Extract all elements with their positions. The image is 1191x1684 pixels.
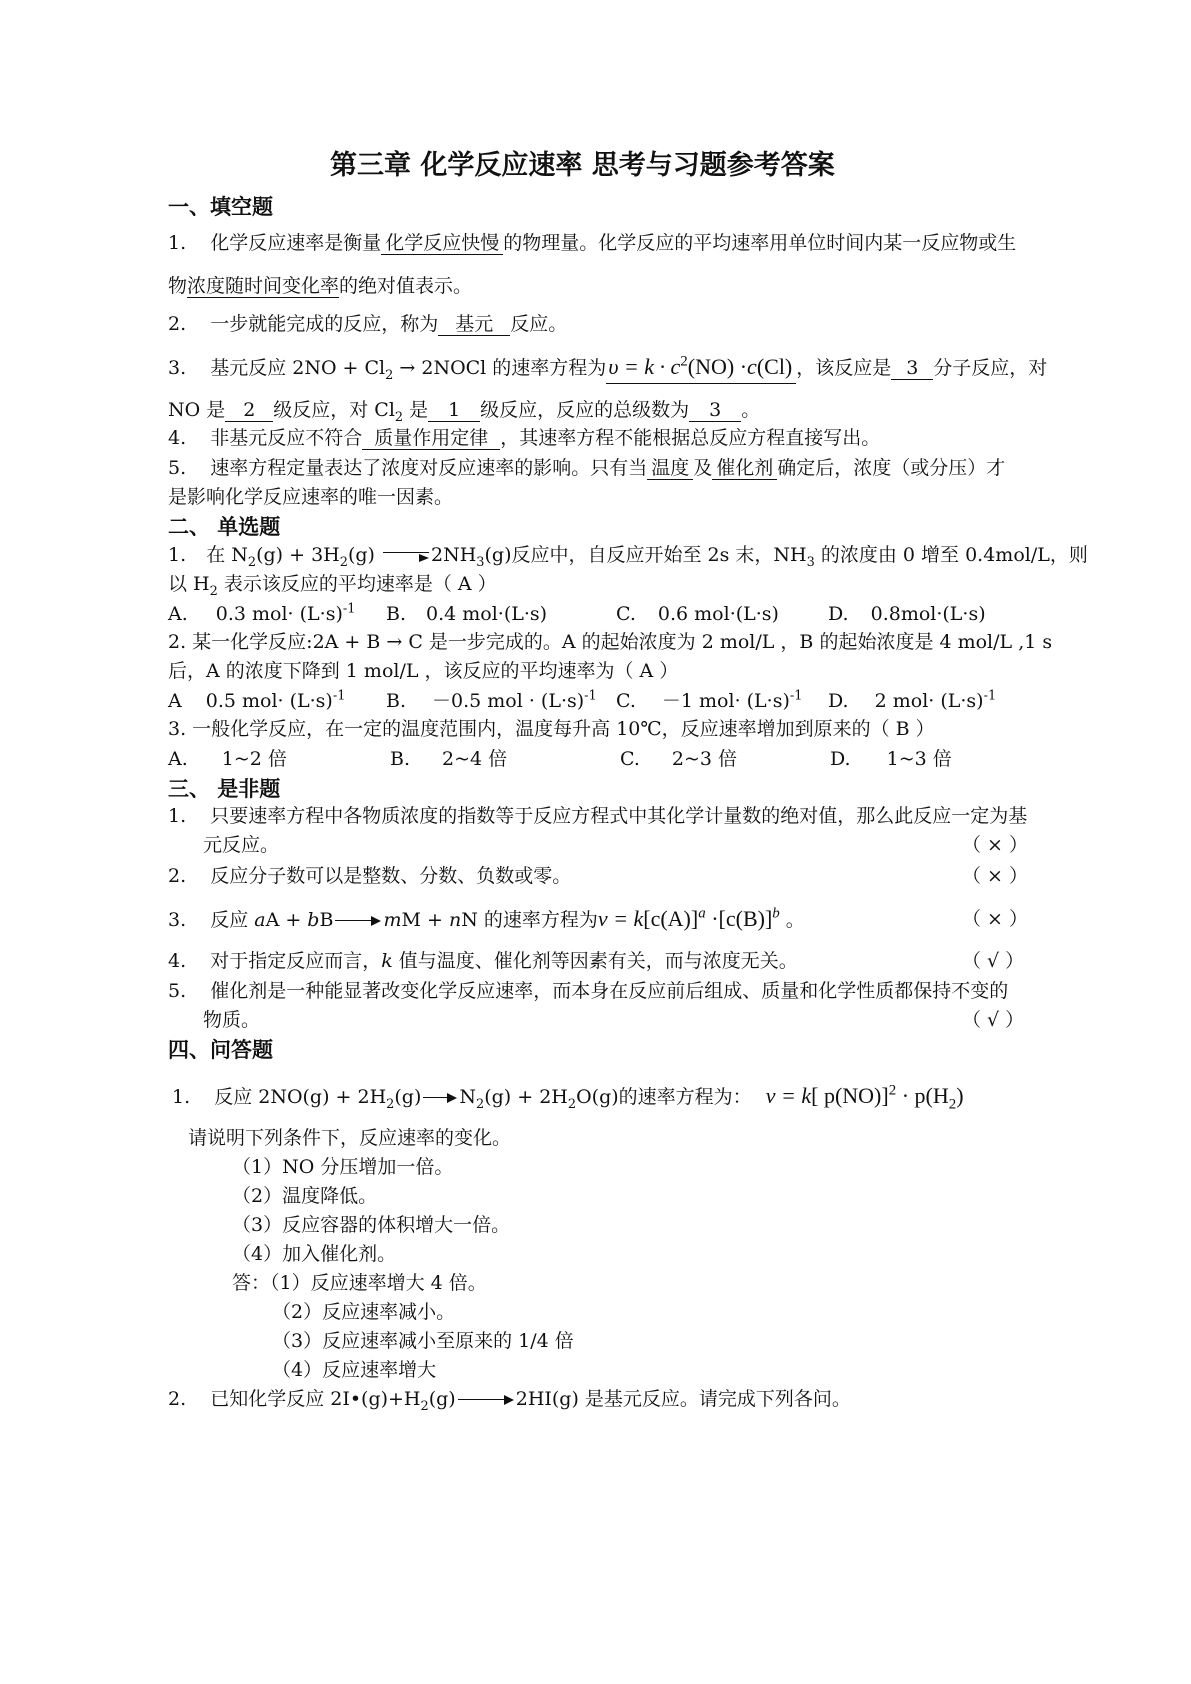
- qa-q2: 2. 已知化学反应 $2I•(g)+H_2(g)$ 2HI(g) 是基元反应。请完成下列各问。: [168, 1388, 851, 1414]
- rate-equation: v = k[ $p(NO)]^2 \cdot p(H_2)$: [765, 1082, 964, 1113]
- mc-q1-line1: 1. 在 $N_2(g) + 3H_2(g)$ $2NH_3(g)$反应中，自反应开始至 2s 末，$NH_3$ 的浓度由 0 增至 0.4mol/L，则: [168, 544, 1088, 570]
- rate-equation: $v = k[c(A)]^a \cdot[c(B)]^b$: [597, 905, 780, 931]
- tf-q3-mark: （ × ）: [962, 908, 1028, 930]
- blank-answer: 温度: [647, 459, 693, 480]
- blank-answer: 浓度随时间变化率: [187, 275, 340, 297]
- section-heading-multiple-choice: 二、 单选题: [168, 515, 281, 539]
- option-a: A 0.5 $mol\cdot (L\cdot s)^{-1}$: [168, 688, 346, 712]
- mc-q2-line2: 后，A 的浓度下降到 1 mol/L ，该反应的平均速率为（ A ）: [168, 660, 679, 682]
- tf-q4: 4. 对于指定反应而言，k 值与温度、催化剂等因素有关，而与浓度无关。: [168, 950, 798, 972]
- rate-equation: $\upsilon = k \cdot c^2(NO) \cdot c(Cl)$: [606, 354, 796, 384]
- tf-q2: 2. 反应分子数可以是整数、分数、负数或零。: [168, 865, 572, 887]
- option-d: D. 2 $mol\cdot (L\cdot s)^{-1}$: [828, 688, 997, 712]
- qa-q1-intro: 请说明下列条件下，反应速率的变化。: [188, 1127, 512, 1149]
- option-b: B. 2~4 倍: [390, 748, 508, 770]
- blank-answer: 3: [891, 359, 933, 380]
- fill-q5-line1: 5. 速率方程定量表达了浓度对反应速率的影响。只有当 温度 及 催化剂 确定后，浓度（或分压）才: [168, 457, 1006, 479]
- fill-q1-line1: 1. 化学反应速率是衡量 化学反应快慢 的物理量。化学反应的平均速率用单位时间内某一反应物或生: [168, 232, 1017, 254]
- qa-q1-answer-2: （2）反应速率减小。: [272, 1301, 456, 1323]
- qa-q1-answer-1: 答：（1）反应速率增大 4 倍。: [232, 1272, 487, 1294]
- blank-answer: 化学反应快慢: [381, 234, 503, 255]
- blank-answer: 催化剂: [712, 459, 777, 480]
- fill-q1-line2: 物浓度随时间变化率的绝对值表示。: [168, 275, 473, 297]
- qa-q1-cond-4: （4）加入催化剂。: [232, 1243, 397, 1265]
- tf-q5-line1: 5. 催化剂是一种能显著改变化学反应速率，而本身在反应前后组成、质量和化学性质都保持不变的: [168, 980, 1009, 1002]
- section-heading-true-false: 三、 是非题: [168, 777, 281, 801]
- qa-q1-equation-line: 1. 反应 $2NO(g) + 2H_2(g) N_2(g) + 2H_2O(g)$的速率方程为： v = k[ $p(NO)]^2 \cdot p(H_2)$: [172, 1082, 964, 1113]
- reaction-arrow: [423, 1093, 457, 1103]
- option-c: C. 0.6 mol·(L·s): [616, 603, 779, 625]
- option-c: C. 2~3 倍: [620, 748, 738, 770]
- fill-q2: 2. 一步就能完成的反应，称为 基元 反应。: [168, 313, 568, 335]
- question-number: 1.: [168, 232, 187, 254]
- option-b: B. －0.5 mol · $(L\cdot s)^{-1}$: [386, 688, 597, 712]
- qa-q1-answer-4: （4）反应速率增大: [272, 1359, 437, 1381]
- fill-q4: 4. 非基元反应不符合 质量作用定律 ，其速率方程不能根据总反应方程直接写出。: [168, 427, 881, 449]
- blank-answer: 2: [225, 401, 273, 422]
- tf-q3: 3. 反应 aA + bB mM + nN 的速率方程为$v = k[c(A)]^a \cdot[c(B)]^b$ 。: [168, 905, 805, 931]
- tf-q2-mark: （ × ）: [962, 865, 1028, 887]
- option-a: A. 1~2 倍: [168, 748, 287, 770]
- option-a: A. 0.3 $mol\cdot (L\cdot s)^{-1}$: [168, 601, 356, 625]
- blank-answer: 3: [689, 401, 741, 422]
- tf-q5-line2: 物质。: [203, 1009, 261, 1031]
- mc-q1-line2: 以 $H_2$ 表示该反应的平均速率是（ A ）: [168, 573, 497, 599]
- equilibrium-arrow: [383, 551, 429, 561]
- blank-answer: 1: [428, 401, 480, 422]
- tf-q1-line2: 元反应。: [203, 834, 280, 856]
- option-c: C. －1 $mol\cdot (L\cdot s)^{-1}$: [616, 688, 803, 712]
- mc-q2-line1: 2. 某一化学反应:2A + B → C 是一步完成的。A 的起始浓度为 2 mol/L ，B 的起始浓度是 4 mol/L ,1 s: [168, 631, 1053, 653]
- option-d: D. 0.8mol·(L·s): [828, 603, 986, 625]
- section-heading-fill-blank: 一、填空题: [168, 195, 273, 219]
- reaction-arrow: [458, 1395, 514, 1405]
- fill-q5-line2: 是影响化学反应速率的唯一因素。: [168, 486, 454, 508]
- qa-q1-cond-1: （1）NO 分压增加一倍。: [232, 1156, 454, 1178]
- option-b: B. 0.4 mol·(L·s): [386, 603, 548, 625]
- mc-q3-line1: 3. 一般化学反应，在一定的温度范围内，温度每升高 10℃，反应速率增加到原来的（ B ）: [168, 718, 935, 740]
- tf-q1-line1: 1. 只要速率方程中各物质浓度的指数等于反应方程式中其化学计量数的绝对值，那么此反应一定为基: [168, 805, 1028, 827]
- fill-q3-line1: 3. 基元反应 $2NO + Cl_2$ → 2NOCl 的速率方程为$\upsilon = k \cdot c^2(NO) \cdot c(Cl)$ ，该反应是 3 分子反应，对: [168, 353, 1048, 383]
- tf-q4-mark: （ √ ）: [962, 950, 1025, 972]
- section-heading-qa: 四、问答题: [168, 1038, 273, 1062]
- reaction-arrow: [335, 916, 381, 926]
- blank-answer: 基元: [438, 315, 510, 336]
- blank-answer: 质量作用定律: [362, 429, 500, 450]
- tf-q5-mark: （ √ ）: [962, 1009, 1025, 1031]
- qa-q1-cond-3: （3）反应容器的体积增大一倍。: [232, 1214, 511, 1236]
- qa-q1-cond-2: （2）温度降低。: [232, 1185, 378, 1207]
- qa-q1-answer-3: （3）反应速率减小至原来的 1/4 倍: [272, 1330, 574, 1352]
- fill-q3-line2: NO 是 2 级反应，对 $Cl_2$ 是 1 级反应，反应的总级数为 3 。: [168, 399, 761, 425]
- tf-q1-mark: （ × ）: [962, 834, 1028, 856]
- page-title: 第三章 化学反应速率 思考与习题参考答案: [330, 150, 835, 181]
- option-d: D. 1~3 倍: [830, 748, 952, 770]
